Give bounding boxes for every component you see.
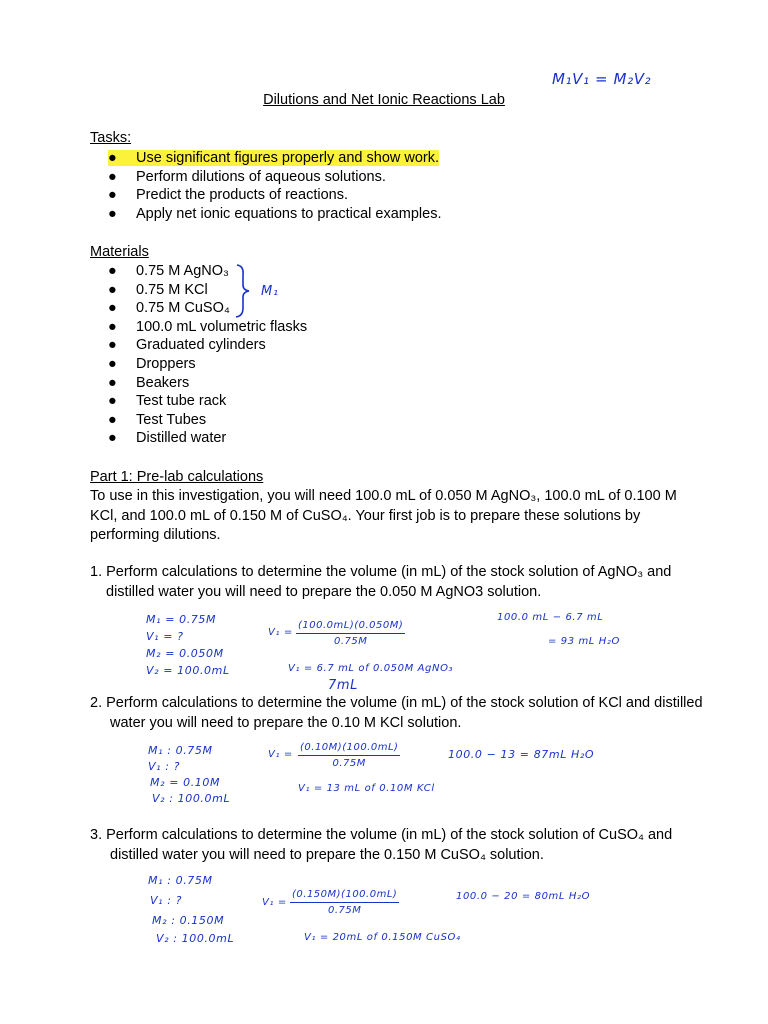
list-item: ● 100.0 mL volumetric flasks	[108, 318, 308, 335]
question-2	[90, 694, 703, 733]
water-calc: 100.0 − 20 = 80mL H₂O	[456, 891, 591, 902]
given: M₁ : 0.75M	[148, 744, 213, 757]
given: V₁ : ?	[150, 894, 183, 907]
fraction: $\frac{(100.0mL)(0.050M)}{0.75M}$	[298, 620, 404, 647]
list-item: ● Droppers	[108, 355, 196, 372]
tasks-heading: Tasks:	[90, 130, 132, 146]
question-line: 3. Perform calculations to determine the volume (in mL) of the stock solution of CuSO₄ and	[90, 827, 673, 843]
question-3	[90, 826, 672, 865]
list-item: ● Test tube rack	[108, 393, 227, 410]
result: V₁ = 20mL of 0.150M CuSO₄	[304, 932, 461, 943]
rounded-result: 7mL	[328, 678, 358, 693]
given: M₁ = 0.75M	[146, 613, 217, 626]
page-title: Dilutions and Net Ionic Reactions Lab	[263, 92, 505, 108]
result: V₁ = 13 mL of 0.10M KCl	[298, 783, 435, 794]
question-line: 2. Perform calculations to determine the volume (in mL) of the stock solution of KCl and distilled	[90, 695, 703, 711]
given: V₁ : ?	[148, 760, 181, 773]
question-line: 1. Perform calculations to determine the volume (in mL) of the stock solution of AgNO₃ and	[90, 564, 672, 580]
given: V₂ = 100.0mL	[146, 664, 230, 677]
question-line: water you will need to prepare the 0.10 M KCl solution.	[110, 714, 462, 731]
list-item: ● Test Tubes	[108, 411, 207, 428]
given: V₂ : 100.0mL	[156, 932, 235, 945]
given: M₁ : 0.75M	[148, 874, 213, 887]
equation-prefix: V₁ =	[268, 627, 293, 638]
list-item: ● Predict the products of reactions.	[108, 187, 348, 204]
question-1	[90, 563, 671, 602]
materials-heading: Materials	[90, 244, 149, 260]
intro-line: KCl, and 100.0 mL of 0.150 M of CuSO₄. Your first job is to prepare these solutions by	[90, 507, 641, 524]
intro-line: performing dilutions.	[90, 527, 221, 543]
handwritten-brace	[233, 263, 253, 319]
list-item: ● Distilled water	[108, 430, 227, 447]
equation-prefix: V₁ =	[268, 749, 293, 760]
question-line: distilled water you will need to prepare the 0.050 M AgNO3 solution.	[106, 583, 542, 600]
list-item: ● Perform dilutions of aqueous solutions.	[108, 168, 386, 185]
list-item: ● 0.75 M KCl	[108, 281, 208, 298]
given: M₂ = 0.050M	[146, 647, 224, 660]
fraction: $\frac{(0.150M)(100.0mL)}{0.75M}$	[292, 889, 398, 916]
brace-note: M₁	[261, 284, 279, 299]
intro-line: To use in this investigation, you will need 100.0 mL of 0.050 M AgNO₃, 100.0 mL of 0.100 M	[90, 488, 677, 504]
given: V₂ : 100.0mL	[152, 792, 231, 805]
question-line: distilled water you will need to prepare the 0.150 M CuSO₄ solution.	[110, 846, 544, 863]
list-item: ● Beakers	[108, 374, 190, 391]
fraction: $\frac{(0.10M)(100.0mL)}{0.75M}$	[300, 742, 399, 769]
given: M₂ = 0.10M	[150, 776, 221, 789]
list-item: ● 0.75 M AgNO₃	[108, 263, 229, 279]
handwritten-formula: M₁V₁ = M₂V₂	[552, 70, 652, 88]
water-calc: 100.0 − 13 = 87mL H₂O	[448, 748, 595, 761]
water-calc: 100.0 mL − 6.7 mL	[497, 612, 604, 623]
result: V₁ = 6.7 mL of 0.050M AgNO₃	[288, 663, 454, 674]
tasks-list	[108, 149, 441, 223]
part1-heading: Part 1: Pre-lab calculations	[90, 469, 264, 485]
equation-prefix: V₁ =	[262, 897, 287, 908]
list-item: ● 0.75 M CuSO₄	[108, 300, 230, 317]
part1-intro	[90, 487, 677, 546]
given: V₁ = ?	[146, 630, 184, 643]
list-item: ● Graduated cylinders	[108, 337, 266, 354]
list-item: ● Use significant figures properly and show work.	[108, 150, 440, 166]
list-item: ● Apply net ionic equations to practical examples.	[108, 205, 442, 222]
water-result: = 93 mL H₂O	[548, 636, 620, 647]
given: M₂ : 0.150M	[152, 914, 225, 927]
